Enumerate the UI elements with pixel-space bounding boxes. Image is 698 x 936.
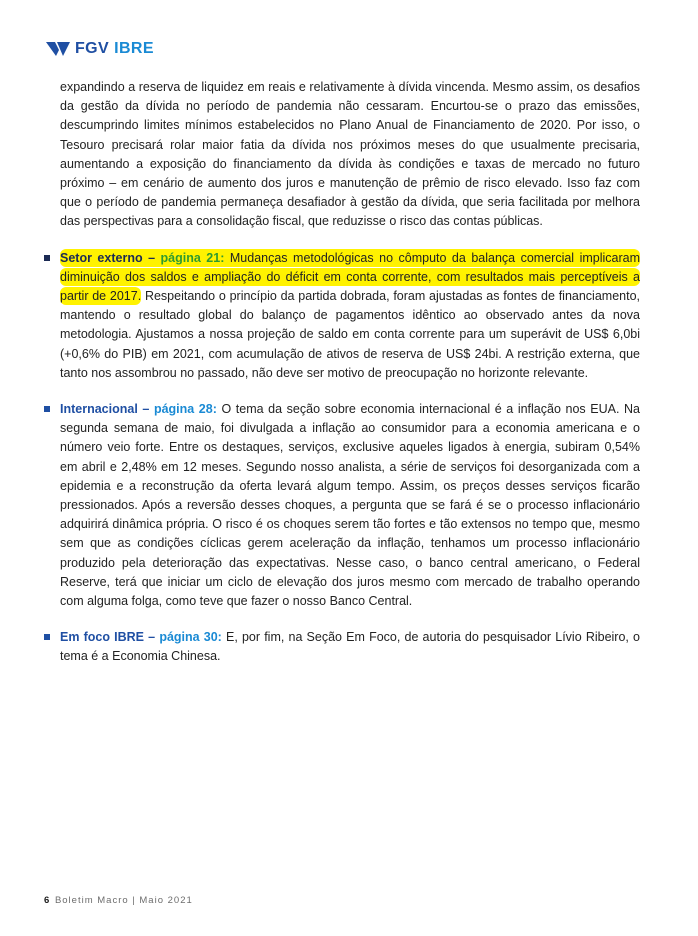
section-title: Setor externo – bbox=[60, 250, 156, 265]
bullet-square-icon bbox=[44, 634, 50, 640]
page-number: 6 bbox=[44, 895, 50, 906]
fgv-logo-icon bbox=[46, 42, 70, 56]
logo-fgv: FGV bbox=[75, 40, 110, 57]
section-body: Respeitando o princípio da partida dobrada, foram ajustadas as fontes de financiamento, mantendo o resultado global do balanço de pagamentos idêntico ao observado antes da nova metodologia. Ajustamos a nossa projeção de saldo em conta corrente para um superávit de US$ 6,0bi (+0,6% do PIB) em 2021, com acumulação de ativos de reserva de US$ 24bi. A restrição externa, que tanto nos assombrou no passado, não deve ser motivo de preocupação no horizonte relevante. bbox=[60, 289, 640, 380]
logo-text bbox=[75, 40, 154, 58]
bullet-square-icon bbox=[44, 406, 50, 412]
page-footer bbox=[44, 895, 193, 906]
highlight-body: Mudanças metodológicas no cômputo da balança comercial implicaram diminuição dos saldos e ampliação do déficit em conta corrente, com resultados mais perceptíveis a partir de 2017. bbox=[60, 250, 640, 304]
fgv-ibre-logo bbox=[46, 40, 154, 58]
section-body: O tema da seção sobre economia internacional é a inflação nos EUA. Na segunda semana de maio, foi divulgada a inflação ao consumidor para a economia americana e o número veio forte. Entre os destaques, serviços, exclusive aqueles ligados à energia, subiram 0,54% em abril e 2,48% em 12 meses. Segundo nosso analista, a série de serviços foi desorganizada com a epidemia e a reconstrução da oferta levará algum tempo. Assim, os preços desses serviços ficarão pressionados. Após a reversão desses choques, a pergunta que se fará é se o processo inflacionário adquirirá dinâmica própria. O risco é os choques serem tão fortes e tão extensos no tempo que, mesmo sem que as condições cíclicas gerem aceleração da inflação, tenhamos um processo inflacionário produzido pela deterioração das expectativas. Nesse caso, o banco central americano, o Federal Reserve, terá que iniciar um ciclo de elevação dos juros mesmo com mercado de trabalho operando com alguma folga, como teve que fazer o nosso Banco Central. bbox=[60, 402, 640, 609]
section-title: Em foco IBRE – bbox=[60, 630, 156, 645]
section-body: E, por fim, na Seção Em Foco, de autoria do pesquisador Lívio Ribeiro, o tema é a Economia Chinesa. bbox=[60, 630, 641, 664]
section-em-foco bbox=[60, 628, 640, 666]
footer-text: Boletim Macro | Maio 2021 bbox=[54, 895, 193, 906]
main-content bbox=[60, 78, 640, 684]
page-reference: página 30: bbox=[159, 630, 222, 645]
page-reference: página 28: bbox=[153, 402, 217, 417]
bullet-square-icon bbox=[44, 255, 50, 261]
section-setor-externo bbox=[60, 249, 640, 383]
section-title: Internacional – bbox=[60, 402, 150, 417]
section-internacional bbox=[60, 400, 640, 611]
logo-ibre: IBRE bbox=[114, 40, 154, 57]
page-reference: página 21: bbox=[160, 250, 225, 265]
intro-paragraph: expandindo a reserva de liquidez em reais e relativamente à dívida vincenda. Mesmo assim, os desafios da gestão da dívida no período de pandemia não cessaram. Encurtou-se o prazo das emissões, descumprindo limites mínimos estabelecidos no Plano Anual de Financiamento de 2020. Por isso, o Tesouro precisará rolar maior fatia da dívida nos próximos meses do que usualmente precisaria, aumentando a exposição do financiamento da dívida às condições e taxas de mercado no futuro próximo – em cenário de aumento dos juros e manutenção de prêmio de risco elevado. Isso faz com que o período de pandemia permaneça desafiador à gestão da dívida, que seria facilitada por melhora das perspectivas para a consolidação fiscal, que reduzisse o risco das contas públicas. bbox=[60, 80, 640, 229]
